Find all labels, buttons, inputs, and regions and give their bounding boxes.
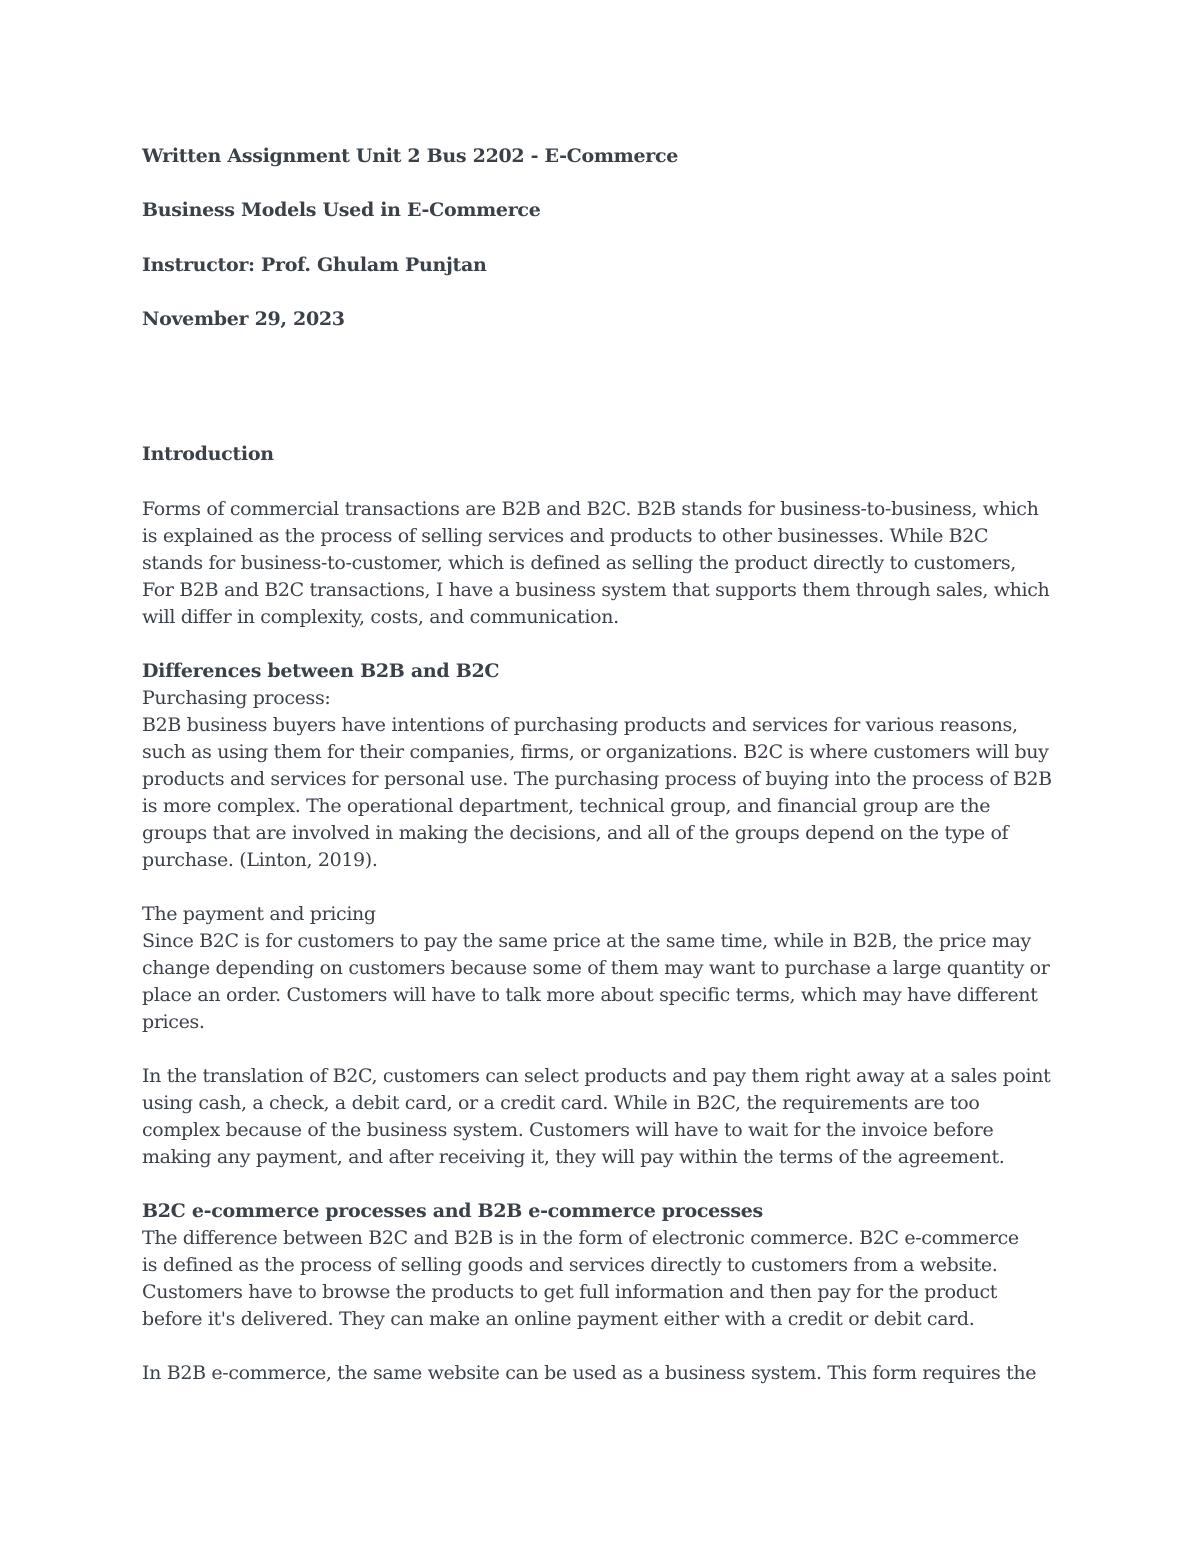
paragraph-line: complex because of the business system. Customers will have to wait for the invoice before — [142, 1119, 994, 1141]
paragraph-line: groups that are involved in making the decisions, and all of the groups depend on the type of — [142, 822, 1009, 844]
paragraph-line: stands for business-to-customer, which is defined as selling the product directly to customers, — [142, 552, 1016, 574]
paragraph-line: making any payment, and after receiving it, they will pay within the terms of the agreement. — [142, 1146, 1005, 1168]
purchasing-subheading: Purchasing process: — [142, 687, 331, 709]
introduction-heading: Introduction — [142, 443, 274, 465]
paragraph-line: Forms of commercial transactions are B2B and B2C. B2B stands for business-to-business, which — [142, 498, 1039, 520]
paragraph-line: prices. — [142, 1011, 205, 1033]
paragraph-line: In the translation of B2C, customers can select products and pay them right away at a sales point — [142, 1065, 1051, 1087]
paragraph-line: is explained as the process of selling services and products to other businesses. While B2C — [142, 525, 989, 547]
paragraph-line: products and services for personal use. The purchasing process of buying into the process of B2B — [142, 768, 1052, 790]
paragraph-line: is more complex. The operational department, technical group, and financial group are the — [142, 795, 991, 817]
paragraph-line: will differ in complexity, costs, and communication. — [142, 606, 619, 628]
document-subtitle: Business Models Used in E-Commerce — [142, 199, 541, 221]
paragraph-line: The difference between B2C and B2B is in the form of electronic commerce. B2C e-commerce — [142, 1227, 1019, 1249]
paragraph-line: purchase. (Linton, 2019). — [142, 849, 378, 871]
paragraph-line: change depending on customers because some of them may want to purchase a large quantity or — [142, 957, 1050, 979]
document-title: Written Assignment Unit 2 Bus 2202 - E-Commerce — [142, 145, 679, 167]
paragraph-line: using cash, a check, a debit card, or a credit card. While in B2C, the requirements are too — [142, 1092, 980, 1114]
date-line: November 29, 2023 — [142, 308, 345, 330]
paragraph-line: B2B business buyers have intentions of purchasing products and services for various reasons, — [142, 714, 1018, 736]
paragraph-line: before it's delivered. They can make an online payment either with a credit or debit card. — [142, 1308, 975, 1330]
processes-heading: B2C e-commerce processes and B2B e-commerce processes — [142, 1200, 763, 1222]
differences-heading: Differences between B2B and B2C — [142, 660, 500, 682]
paragraph-line: Since B2C is for customers to pay the same price at the same time, while in B2B, the price may — [142, 930, 1031, 952]
paragraph-line: is defined as the process of selling goods and services directly to customers from a website. — [142, 1254, 998, 1276]
paragraph-line: Customers have to browse the products to get full information and then pay for the product — [142, 1281, 998, 1303]
paragraph-line: For B2B and B2C transactions, I have a business system that supports them through sales, which — [142, 579, 1050, 601]
paragraph-line: such as using them for their companies, firms, or organizations. B2C is where customers will buy — [142, 741, 1049, 763]
paragraph-line: place an order. Customers will have to talk more about specific terms, which may have different — [142, 984, 1038, 1006]
paragraph-line: In B2B e-commerce, the same website can be used as a business system. This form requires the — [142, 1362, 1037, 1384]
payment-subheading: The payment and pricing — [142, 903, 376, 925]
instructor-line: Instructor: Prof. Ghulam Punjtan — [142, 254, 487, 276]
